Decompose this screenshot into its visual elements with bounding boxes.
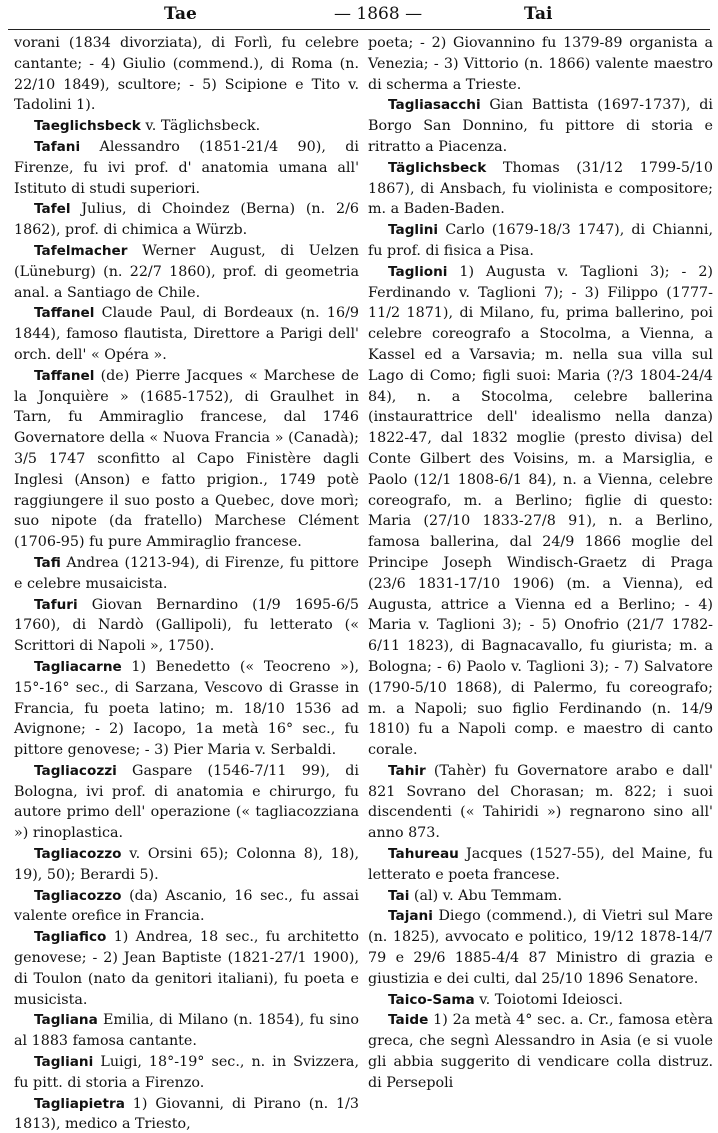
entry bbox=[14, 761, 359, 844]
entry bbox=[368, 1010, 713, 1093]
entry bbox=[14, 1052, 359, 1094]
entry-headword: Taffanel bbox=[34, 305, 95, 322]
entry bbox=[14, 553, 359, 595]
entry bbox=[14, 886, 359, 928]
entry bbox=[368, 990, 713, 1011]
entry-headword: Taeglichsbeck bbox=[34, 118, 141, 135]
entry-headword: Taico-Sama bbox=[388, 991, 475, 1008]
entry-text: Thomas (31/12 1799-5/10 1867), di Ansbach, fu violinista e compositore; m. a Baden-Baden. bbox=[368, 159, 713, 218]
entry bbox=[14, 33, 359, 116]
entry bbox=[14, 1010, 359, 1052]
entry bbox=[14, 199, 359, 241]
entry-headword: Tagliacozzo bbox=[34, 846, 122, 863]
entry-text: Diego (commend.), di Vietri sul Mare (n. 1825), avvocato e politico, 19/12 1878-14/7 79 e 29/6 1885-4/4 87 Ministro di grazia e giustizia e dei culti, dal 25/10 1896 Senatore. bbox=[368, 908, 713, 987]
entry bbox=[368, 220, 713, 262]
entry-text: (al) v. Abu Temmam. bbox=[409, 887, 563, 904]
entry-text: (da) Ascanio, 16 sec., fu assai valente orefice in Francia. bbox=[14, 887, 359, 925]
entry-text: Andrea (1213-94), di Firenze, fu pittore e celebre musaicista. bbox=[14, 554, 359, 592]
entry bbox=[368, 262, 713, 761]
entry-text: 1) Giovanni, di Pirano (n. 1/3 1813), medico a Triesto, bbox=[14, 1095, 359, 1133]
right-column bbox=[368, 33, 713, 1094]
entry bbox=[368, 906, 713, 989]
entry-headword: Tahir bbox=[388, 762, 426, 779]
entry-headword: Tagliasacchi bbox=[388, 97, 481, 114]
entry-text: 1) Augusta v. Taglioni 3); - 2) Ferdinando v. Taglioni 7); - 3) Filippo (1777-11/2 1871), di Milano, fu, prima ballerino, poi celebre coreografo a Stocolma, a Vienna, a Kassel ed a Varsavia; m. nella sua villa sul Lago di Como; figli suoi: Maria (?/3 1804-24/4 84), n. a Stocolma, celebre ballerina (instaurattrice dell' idealismo nella danza) 1822-47, dal 1832 moglie (presto divisa) del Conte Gilbert des Voisins, m. a Marsiglia, e Paolo (12/1 1808-6/1 84), n. a Vienna, celebre coreografo, m. a Berlino; figlie di questo: Maria (27/10 1833-27/8 91), n. a Berlino, famosa ballerina, dal 24/9 1866 moglie del Principe Joseph Windisch-Graetz di Praga (23/6 1831-17/10 1906) (m. a Vienna), ed Augusta, attrice a Vienna ed a Berlino; - 4) Maria v. Taglioni 3); - 5) Onofrio (21/7 1782-6/11 1823), di Bagnacavallo, fu giurista; m. a Bologna; - 6) Paolo v. Taglioni 3); - 7) Salvatore (1790-5/10 1868), di Palermo, fu coreografo; m. a Napoli; suo figlio Ferdinando (n. 14/9 1810) fu a Napoli comp. e maestro di canto corale. bbox=[368, 263, 713, 759]
entry-text: 1) 2a metà 4° sec. a. Cr., famosa etèra greca, che segnì Alessandro in Asia (e si vuole gli abbia suggerito di vendicare colla distruz. di Persepoli bbox=[368, 1012, 713, 1091]
entry-headword: Tagliana bbox=[34, 1012, 98, 1029]
entry bbox=[368, 761, 713, 844]
entry bbox=[14, 927, 359, 1010]
entry-text: Giovan Bernardino (1/9 1695-6/5 1760), di Nardò (Gallipoli), fu letterato (« Scrittori di Napoli », 1750). bbox=[14, 596, 359, 655]
entry-headword: Tagliapietra bbox=[34, 1095, 125, 1112]
entry-text: (de) Pierre Jacques « Marchese de la Jonquière » (1685-1752), di Graulhet in Tarn, fu Ammiraglio francese, dal 1746 Governatore della « Nuova Francia » (Canadà); 3/5 1747 sconfitto al Capo Finistère dagli Inglesi (Anson) e fatto prigion., 1749 potè raggiungere il suo posto a Quebec, dove morì; suo nipote (da fratello) Marchese Clément (1706-95) fu pure Ammiraglio francese. bbox=[14, 367, 359, 551]
entry bbox=[14, 595, 359, 657]
entry-headword: Tafel bbox=[34, 201, 71, 218]
entry-headword: Tagliafico bbox=[34, 929, 107, 946]
entry-headword: Tafi bbox=[34, 554, 61, 571]
entry-headword: Tafelmacher bbox=[34, 242, 128, 259]
entry-text: Gaspare (1546-7/11 99), di Bologna, ivi prof. di anatomia e chirurgo, fu autore primo dell' operazione (« tagliacozziana ») rinoplastica. bbox=[14, 762, 359, 842]
entry-headword: Tai bbox=[388, 887, 410, 904]
entry-text: Gian Battista (1697-1737), di Borgo San Donnino, fu pittore di storia e ritratto a Piacenza. bbox=[368, 97, 713, 155]
entry-headword: Tahureau bbox=[388, 846, 459, 863]
entry bbox=[14, 241, 359, 303]
entry bbox=[14, 657, 359, 761]
page-number: — 1868 — bbox=[334, 4, 423, 24]
entry bbox=[14, 366, 359, 553]
entry-headword: Taglini bbox=[388, 222, 439, 239]
page-header bbox=[12, 2, 710, 28]
entry-headword: Tajani bbox=[388, 908, 433, 925]
entry bbox=[368, 33, 713, 95]
entry-text: 1) Andrea, 18 sec., fu architetto genovese; - 2) Jean Baptiste (1821-27/1 1900), di Toulon (nato da genitori italiani), fu poeta e musicista. bbox=[14, 929, 359, 1008]
entry-headword: Tagliacarne bbox=[34, 658, 122, 675]
entry bbox=[368, 158, 713, 220]
entry-headword: Tagliacozzi bbox=[34, 762, 117, 779]
entry-text: Werner August, di Uelzen (Lüneburg) (n. 22/7 1860), prof. di geometria anal. a Santiago de Chile. bbox=[14, 242, 359, 301]
entry-headword: Tafuri bbox=[34, 596, 78, 613]
entry-text: vorani (1834 divorziata), di Forlì, fu celebre cantante; - 4) Giulio (commend.), di Roma (n. 22/10 1849), scultore; - 5) Scipione e Tito v. Tadolini 1). bbox=[14, 35, 359, 114]
entry-text: v. Orsini 65); Colonna 8), 18), 19), 50); Berardi 5). bbox=[14, 846, 359, 883]
entry-headword: Taglioni bbox=[388, 263, 448, 280]
entry bbox=[14, 1094, 359, 1133]
entry-headword: Taffanel bbox=[34, 367, 95, 384]
entry bbox=[14, 137, 359, 199]
entry-headword: Täglichsbeck bbox=[388, 159, 487, 176]
entry-text: (Tahèr) fu Governatore arabo e dall' 821 Sovrano del Chorasan; m. 822; i suoi discendenti (« Tahiridi ») regnarono sino all' anno 873. bbox=[368, 762, 713, 842]
entry-text: 1) Benedetto (« Teocreno »), 15°-16° sec., di Sarzana, Vescovo di Grasse in Francia, fu poeta latino; m. 18/10 1536 ad Avignone; - 2) Iacopo, 1a metà 16° sec., fu pittore genovese; - 3) Pier Maria v. Serbaldi. bbox=[14, 658, 359, 759]
entry-text: Luigi, 18°-19° sec., n. in Svizzera, fu pitt. di storia a Firenzo. bbox=[14, 1054, 359, 1091]
entry bbox=[14, 116, 359, 137]
entry bbox=[368, 95, 713, 157]
entry bbox=[368, 886, 713, 907]
entry-text: v. Toiotomi Ideiosci. bbox=[474, 991, 623, 1008]
entry bbox=[14, 844, 359, 886]
entry-text: Carlo (1679-18/3 1747), di Chianni, fu prof. di fisica a Pisa. bbox=[368, 222, 713, 259]
header-left-keyword: Tae bbox=[164, 4, 197, 24]
entry-text: Alessandro (1851-21/4 90), di Firenze, fu ivi prof. d' anatomia umana all' Istituto di studi superiori. bbox=[14, 138, 359, 197]
entry-text: v. Täglichsbeck. bbox=[140, 118, 261, 135]
entry-headword: Tagliani bbox=[34, 1054, 94, 1071]
entry bbox=[14, 303, 359, 365]
entry-text: Claude Paul, di Bordeaux (n. 16/9 1844), famoso flautista, Direttore a Parigi dell' orch. dell' « Opéra ». bbox=[14, 305, 359, 363]
entry-text: poeta; - 2) Giovannino fu 1379-89 organista a Venezia; - 3) Vittorio (n. 1866) valente maestro di scherma a Trieste. bbox=[368, 35, 713, 93]
entry-text: Jacques (1527-55), del Maine, fu letterato e poeta francese. bbox=[368, 846, 713, 883]
entry-text: Julius, di Choindez (Berna) (n. 2/6 1862), prof. di chimica a Würzb. bbox=[14, 201, 359, 239]
entry bbox=[368, 844, 713, 886]
header-rule bbox=[8, 29, 710, 30]
entry-headword: Taide bbox=[388, 1012, 429, 1029]
left-column bbox=[14, 33, 359, 1133]
header-right-keyword: Tai bbox=[524, 4, 553, 24]
entry-headword: Tagliacozzo bbox=[34, 887, 122, 904]
entry-text: Emilia, di Milano (n. 1854), fu sino al 1883 famosa cantante. bbox=[14, 1012, 359, 1050]
entry-headword: Tafani bbox=[34, 138, 81, 155]
